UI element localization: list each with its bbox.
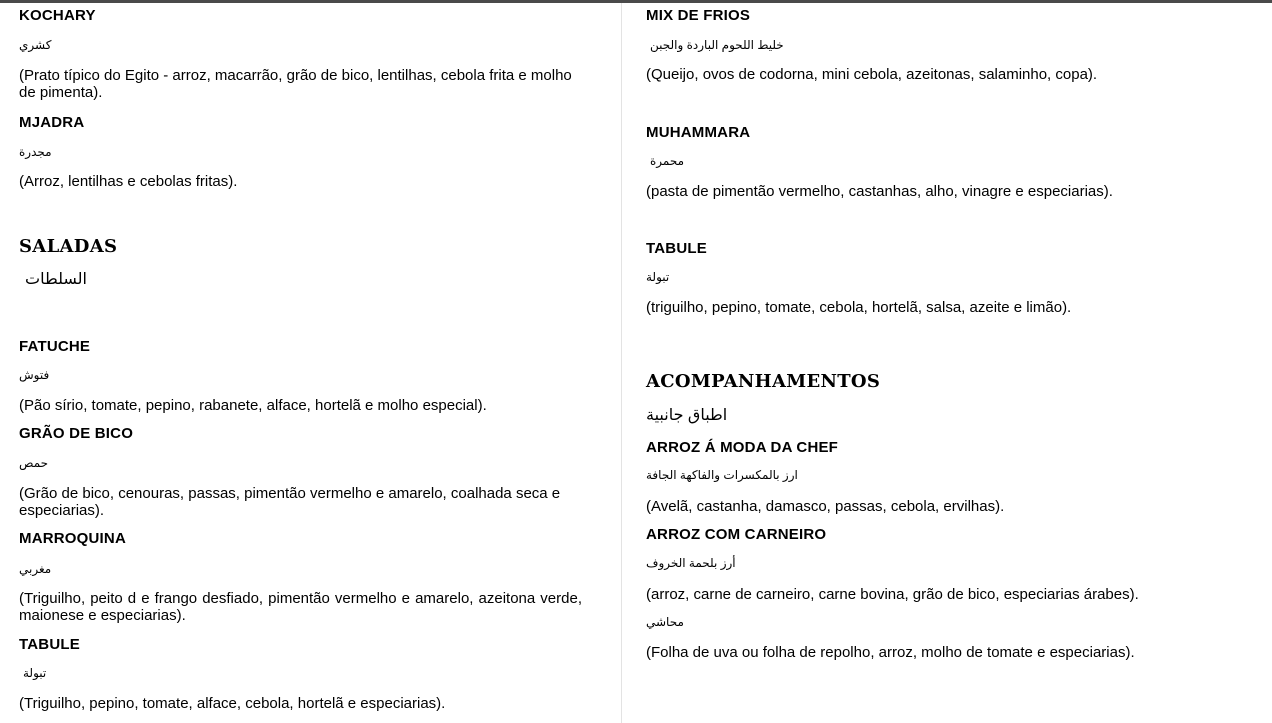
dish-arabic-name: مغربي [19,562,52,576]
column-divider [621,3,622,723]
section-arabic-title: السلطات [25,271,87,288]
dish-name: MJADRA [19,114,85,131]
dish-description: (Grão de bico, cenouras, passas, pimentão vermelho e amarelo, coalhada seca e especiarias). [19,485,561,519]
dish-name: GRÃO DE BICO [19,425,134,442]
dish-arabic-name: ارز بالمكسرات والفاكهة الجافة [646,468,798,482]
dish-description: (arroz, carne de carneiro, carne bovina, grão de bico, especiarias árabes). [646,586,1139,603]
dish-name: ARROZ COM CARNEIRO [646,526,827,543]
dish-arabic-name: مجدرة [19,145,52,159]
top-border [0,0,1272,3]
dish-name: ARROZ Á MODA DA CHEF [646,439,839,456]
dish-arabic-name: أرز بلحمة الخروف [646,556,736,570]
section-arabic-title: اطباق جانبية [646,407,728,424]
dish-description: (Prato típico do Egito - arroz, macarrão, grão de bico, lentilhas, cebola frita e molho de pimenta). [19,67,572,101]
dish-name: FATUCHE [19,338,91,355]
dish-arabic-name: محمرة [650,154,685,168]
dish-arabic-name: تبولة [646,270,670,284]
dish-description: (Queijo, ovos de codorna, mini cebola, azeitonas, salaminho, copa). [646,66,1098,83]
dish-description: (Folha de uva ou folha de repolho, arroz, molho de tomate e especiarias). [646,644,1135,661]
dish-arabic-name: فتوش [19,368,50,382]
dish-description: (Triguilho, pepino, tomate, alface, cebola, hortelã e especiarias). [19,695,446,712]
dish-arabic-name: محاشي [646,615,684,629]
dish-arabic-name: خليط اللحوم الباردة والجبن [650,38,784,52]
dish-name: TABULE [19,636,80,653]
dish-name: MUHAMMARA [646,124,751,141]
dish-description: (Triguilho, peito d e frango desfiado, pimentão vermelho e amarelo, azeitona verde, maionese e especiarias). [19,590,582,624]
dish-arabic-name: كشري [19,38,52,52]
dish-description: (Arroz, lentilhas e cebolas fritas). [19,173,238,190]
section-title: ACOMPANHAMENTOS [646,371,881,392]
dish-description: (Avelã, castanha, damasco, passas, cebola, ervilhas). [646,498,1005,515]
dish-name: TABULE [646,240,707,257]
dish-name: MIX DE FRIOS [646,7,751,24]
dish-arabic-name: تبولة [23,666,47,680]
section-title: SALADAS [19,236,118,257]
dish-arabic-name: حمص [19,456,49,470]
dish-description: (pasta de pimentão vermelho, castanhas, alho, vinagre e especiarias). [646,183,1113,200]
dish-description: (Pão sírio, tomate, pepino, rabanete, alface, hortelã e molho especial). [19,397,487,414]
dish-description: (triguilho, pepino, tomate, cebola, hortelã, salsa, azeite e limão). [646,299,1072,316]
dish-name: MARROQUINA [19,530,126,547]
dish-name: KOCHARY [19,7,96,24]
